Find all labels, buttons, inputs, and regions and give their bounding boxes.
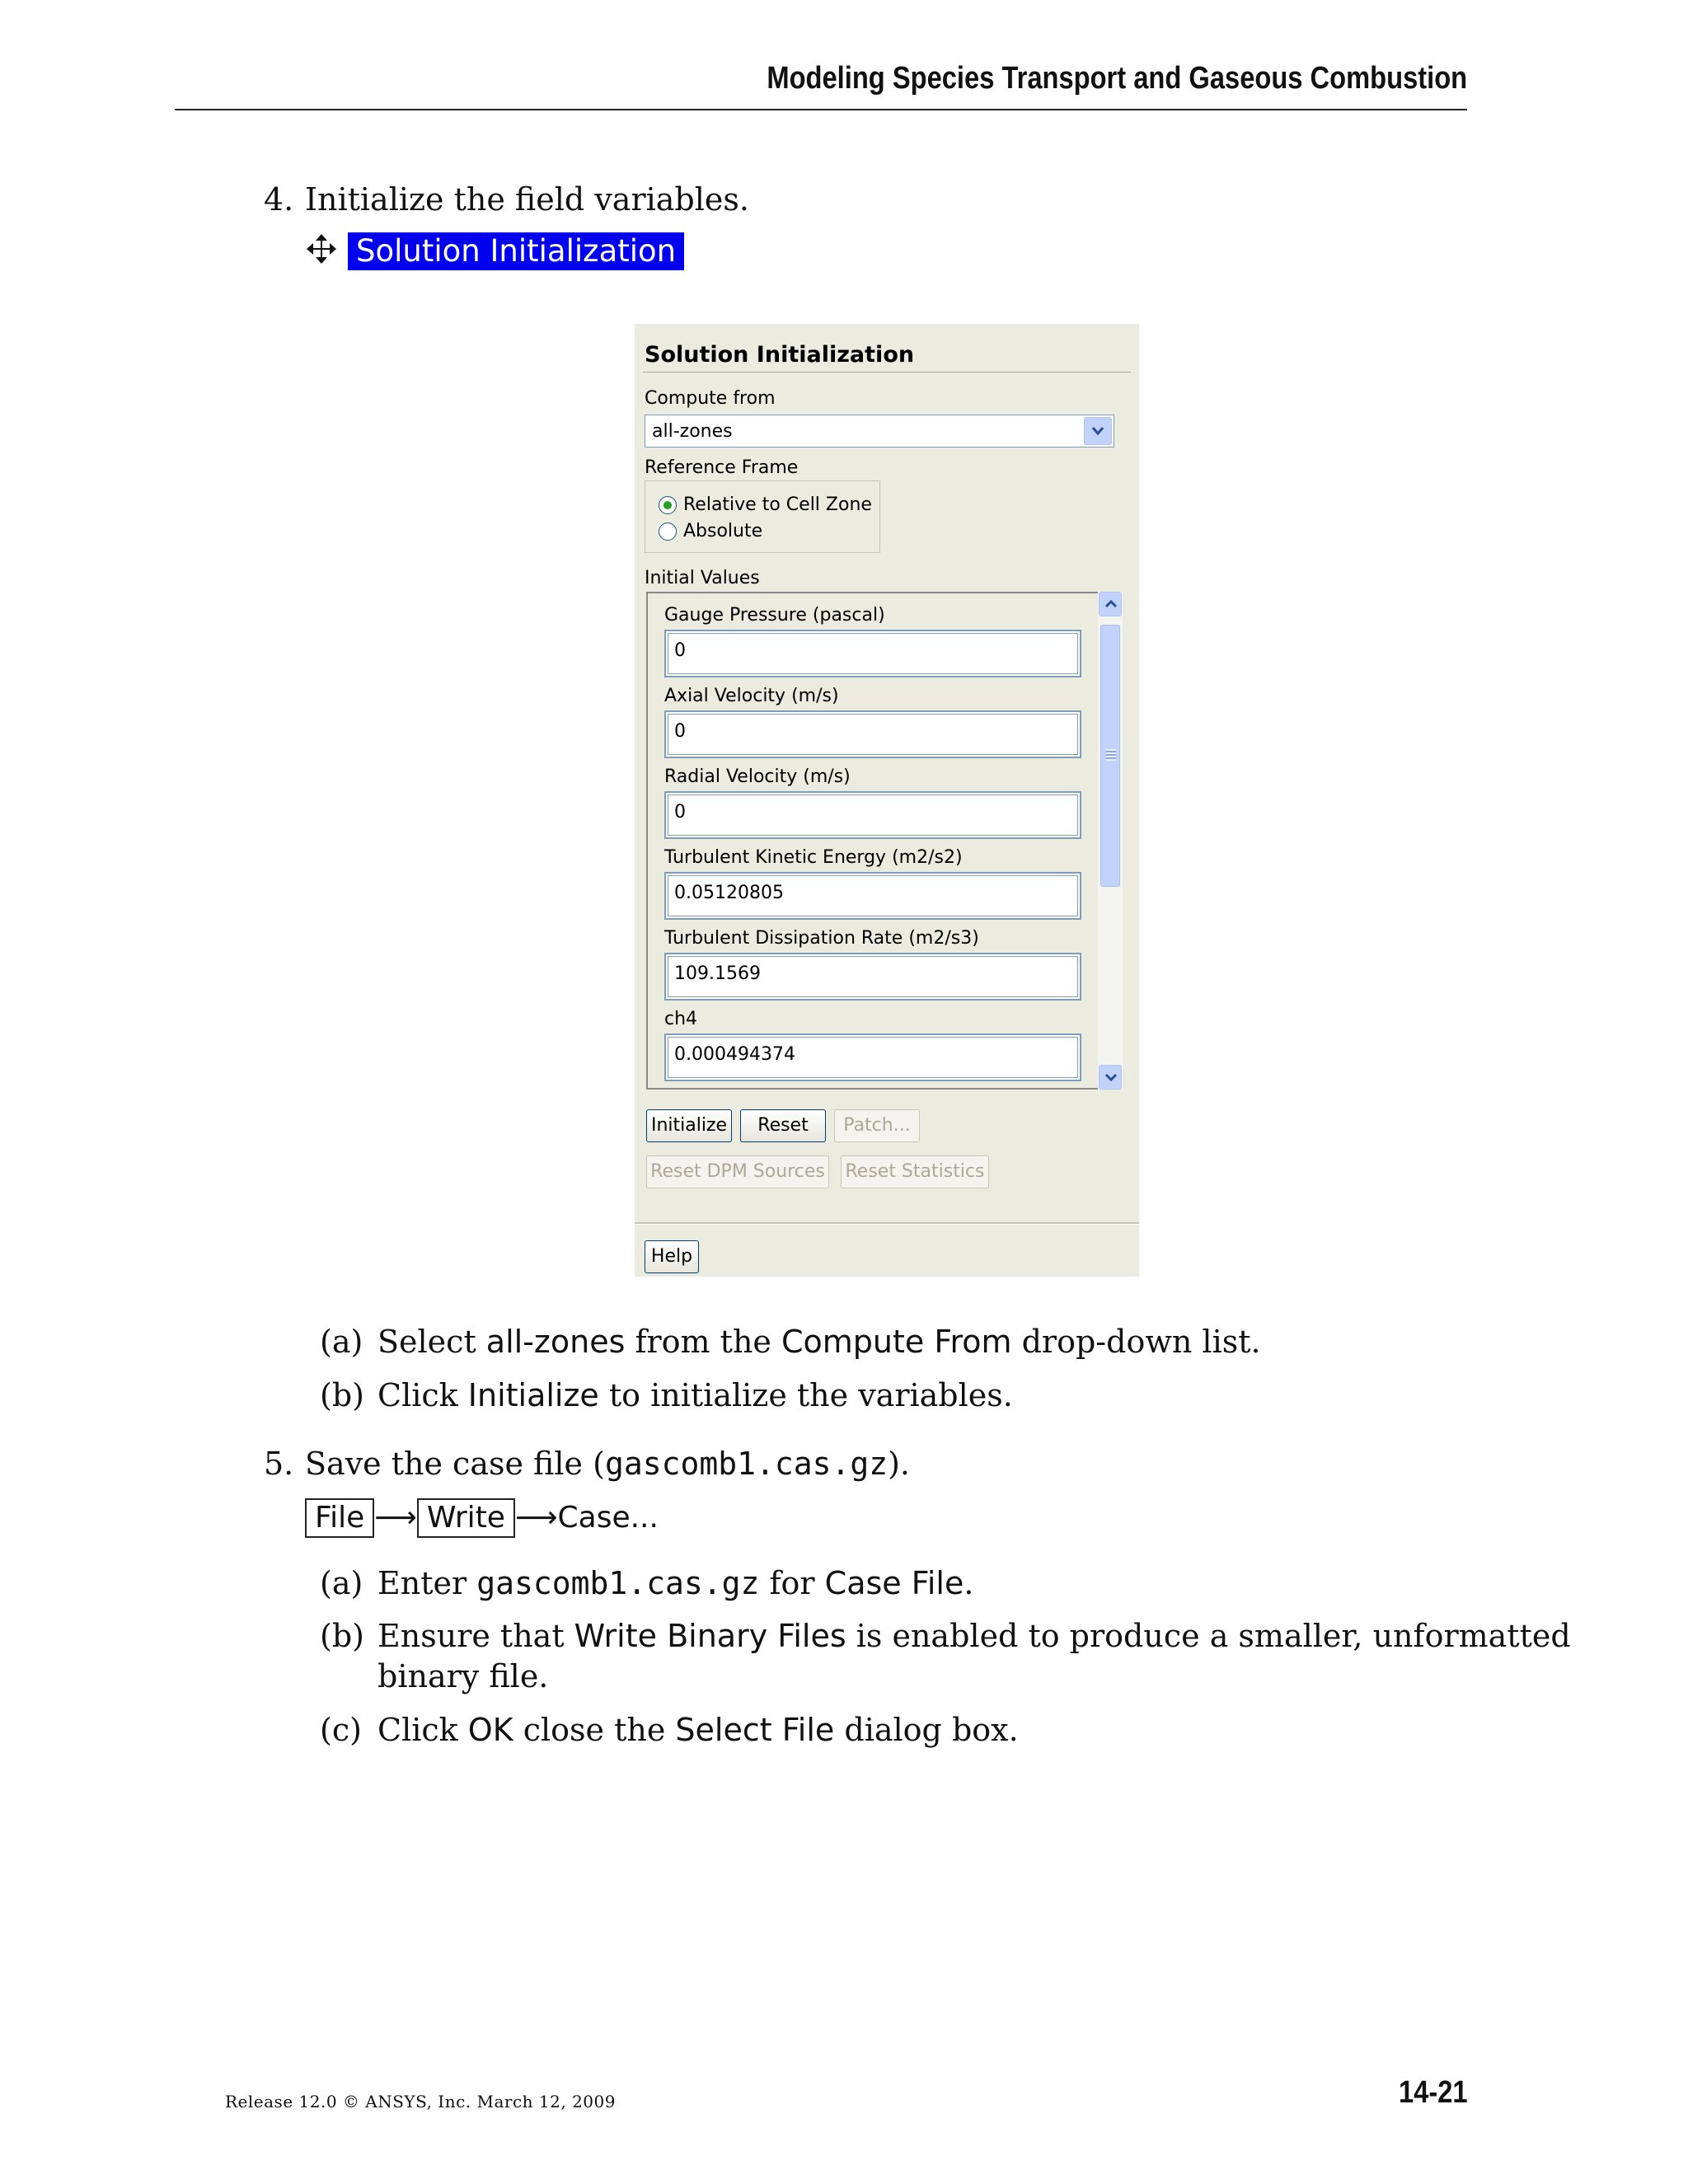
text: Enter	[377, 1565, 477, 1601]
axial-velocity-input[interactable]	[664, 710, 1081, 758]
gui-term: Case File	[824, 1565, 964, 1601]
radio-relative-to-cell-zone[interactable]	[659, 496, 677, 514]
initialize-button[interactable]: Initialize	[646, 1109, 732, 1142]
chevron-down-icon[interactable]	[1084, 417, 1112, 445]
field-label: Turbulent Dissipation Rate (m2/s3)	[664, 928, 979, 949]
text: for	[759, 1565, 825, 1601]
step-4	[264, 180, 749, 219]
step-5b	[320, 1616, 1571, 1656]
text: drop-down list.	[1011, 1324, 1261, 1360]
compute-from-label: Compute from	[645, 388, 776, 409]
turbulent-dissipation-rate-input[interactable]	[664, 953, 1081, 1001]
radial-velocity-input[interactable]	[664, 791, 1081, 839]
text: is enabled to produce a smaller, unformatted	[846, 1618, 1571, 1654]
step-number: 4.	[264, 181, 294, 218]
menu-file[interactable]: File	[305, 1498, 374, 1538]
text: .	[964, 1565, 974, 1601]
sub-label: (b)	[320, 1618, 364, 1654]
scrollbar-thumb[interactable]	[1100, 625, 1120, 887]
field-label: Turbulent Kinetic Energy (m2/s2)	[664, 847, 963, 868]
field-label: Axial Velocity (m/s)	[664, 686, 839, 706]
gauge-pressure-input[interactable]	[664, 630, 1081, 677]
radio-label-relative: Relative to Cell Zone	[683, 494, 872, 515]
reset-button[interactable]: Reset	[740, 1109, 826, 1142]
filename: gascomb1.cas.gz	[604, 1446, 889, 1482]
ch4-input[interactable]	[664, 1033, 1081, 1081]
input-value: 109.1569	[674, 963, 761, 984]
sub-label: (c)	[320, 1712, 362, 1748]
header-rule	[175, 109, 1467, 110]
input-value: 0	[674, 640, 686, 661]
sub-label: (a)	[320, 1324, 363, 1360]
release-footer: Release 12.0 © ANSYS, Inc. March 12, 2009	[225, 2092, 616, 2111]
text: Ensure that	[377, 1618, 574, 1654]
solution-initialization-panel	[635, 324, 1139, 1277]
title-divider	[643, 372, 1131, 373]
input-value: 0.05120805	[674, 883, 784, 903]
move-cross-arrows-icon	[305, 232, 338, 265]
text: to initialize the variables.	[598, 1377, 1013, 1413]
menu-write[interactable]: Write	[417, 1498, 515, 1538]
compute-from-value: all-zones	[652, 421, 733, 442]
chevron-down-icon[interactable]	[1099, 1065, 1122, 1090]
step-number: 5.	[264, 1446, 294, 1482]
step-text: Initialize the field variables.	[305, 181, 749, 218]
arrow-icon: ⟶	[374, 1501, 417, 1535]
reset-statistics-button[interactable]: Reset Statistics	[841, 1155, 989, 1188]
step-5c	[320, 1710, 1019, 1750]
menu-path	[305, 1498, 659, 1538]
chevron-up-icon[interactable]	[1099, 592, 1122, 616]
solution-initialization-nav-link[interactable]: Solution Initialization	[348, 232, 684, 270]
input-value: 0	[674, 802, 686, 823]
text: dialog box.	[834, 1712, 1019, 1748]
vertical-scrollbar[interactable]	[1098, 592, 1123, 1090]
sub-label: (a)	[320, 1565, 363, 1601]
step-5	[264, 1444, 910, 1483]
menu-case[interactable]: Case...	[557, 1501, 659, 1535]
arrow-icon: ⟶	[514, 1501, 558, 1535]
step-4b	[320, 1376, 1013, 1415]
bottom-divider-highlight	[635, 1224, 1139, 1225]
initial-values-label: Initial Values	[645, 568, 760, 588]
reference-frame-group	[645, 480, 880, 553]
help-button[interactable]: Help	[645, 1240, 699, 1273]
step-5a	[320, 1563, 973, 1603]
text: Click	[377, 1712, 468, 1748]
text: Select	[377, 1324, 486, 1360]
reset-dpm-sources-button[interactable]: Reset DPM Sources	[646, 1155, 829, 1188]
step-5b-continuation: binary file.	[377, 1658, 549, 1694]
page-number: 14-21	[1399, 2075, 1468, 2110]
sub-label: (b)	[320, 1377, 364, 1413]
gui-term: Initialize	[467, 1377, 599, 1413]
text: Save the case file (	[305, 1446, 605, 1482]
reference-frame-label: Reference Frame	[645, 457, 799, 478]
filename: gascomb1.cas.gz	[476, 1565, 760, 1601]
radio-selected-dot	[663, 501, 672, 509]
grip-icon	[1106, 749, 1116, 761]
input-value: 0	[674, 721, 686, 742]
text: from the	[625, 1324, 781, 1360]
panel-title: Solution Initialization	[645, 342, 915, 368]
radio-absolute[interactable]	[659, 523, 677, 541]
text: ).	[888, 1446, 911, 1482]
running-header: Modeling Species Transport and Gaseous Combustion	[767, 61, 1467, 96]
field-label: Gauge Pressure (pascal)	[664, 605, 885, 626]
gui-term: all-zones	[485, 1324, 626, 1360]
text: Click	[377, 1377, 468, 1413]
gui-term: OK	[467, 1712, 513, 1748]
gui-term: Compute From	[781, 1324, 1012, 1360]
radio-label-absolute: Absolute	[683, 521, 763, 541]
patch-button[interactable]: Patch...	[834, 1109, 920, 1142]
compute-from-dropdown[interactable]	[645, 415, 1114, 448]
input-value: 0.000494374	[674, 1044, 795, 1065]
field-label: Radial Velocity (m/s)	[664, 766, 851, 787]
gui-term: Write Binary Files	[574, 1618, 846, 1654]
turbulent-kinetic-energy-input[interactable]	[664, 872, 1081, 920]
initial-values-scroll-area	[646, 592, 1098, 1090]
gui-term: Select File	[675, 1712, 835, 1748]
field-label: ch4	[664, 1009, 698, 1029]
step-4a	[320, 1322, 1261, 1361]
text: close the	[513, 1712, 676, 1748]
